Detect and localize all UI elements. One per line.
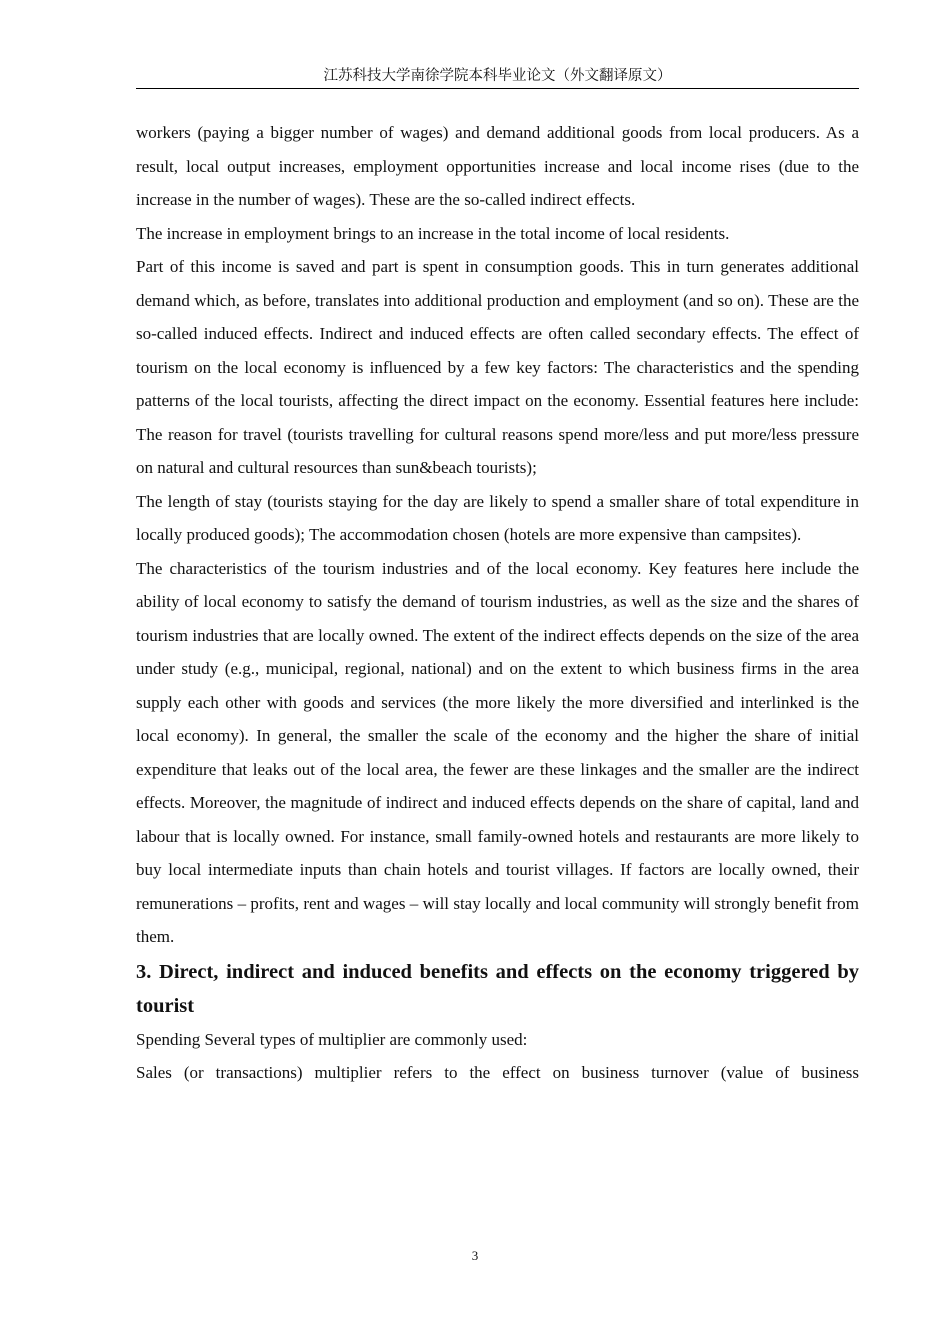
paragraph: Sales (or transactions) multiplier refers to the effect on business turnover (value of business [136, 1063, 859, 1082]
page-header: 江苏科技大学南徐学院本科毕业论文（外文翻译原文） [323, 68, 672, 84]
paragraph: workers (paying a bigger number of wages) and demand additional goods from local producers. As a result, local output increases, employment opportunities increase and local income rises (due to the increase in the number of wages). These are the so-called indirect effects. [136, 123, 859, 209]
header-divider [136, 88, 859, 89]
paragraph: Part of this income is saved and part is spent in consumption goods. This in turn generates additional demand which, as before, translates into additional production and employment (and so on). These are the so-called induced effects. Indirect and induced effects are often called secondary effects. The effect of tourism on the local economy is influenced by a few key factors: The characteristics and the spending patterns of the local tourists, affecting the direct impact on the economy. Essential features here include: The reason for travel (tourists travelling for cultural reasons spend more/less and put more/less pressure on natural and cultural resources than sun&beach tourists); [136, 257, 859, 477]
page-number: 3 [471, 1248, 479, 1263]
paragraph: The length of stay (tourists staying for the day are likely to spend a smaller share of total expenditure in locally produced goods); The accommodation chosen (hotels are more expensive than campsites). [136, 491, 859, 544]
body-text [136, 116, 859, 1090]
paragraph: The characteristics of the tourism industries and of the local economy. Key features here include the ability of local economy to satisfy the demand of tourism industries, as well as the size and the shares of tourism industries that are locally owned. The extent of the indirect effects depends on the size of the area under study (e.g., municipal, regional, national) and on the extent to which business firms in the area supply each other with goods and services (the more likely the more diversified and interlinked is the local economy). In general, the smaller the scale of the economy and the higher the share of initial expenditure that leaks out of the local area, the fewer are these linkages and the smaller are the indirect effects. Moreover, the magnitude of indirect and induced effects depends on the share of capital, land and labour that is locally owned. For instance, small family-owned hotels and restaurants are more likely to buy local intermediate inputs than chain hotels and tourist villages. If factors are locally owned, their remunerations – profits, rent and wages – will stay locally and local community will strongly benefit from them. [136, 558, 859, 946]
section-heading: 3. Direct, indirect and induced benefits and effects on the economy triggered by tourist [136, 960, 859, 1017]
paragraph: Spending Several types of multiplier are commonly used: [136, 1029, 528, 1049]
paragraph: The increase in employment brings to an increase in the total income of local residents. [136, 223, 730, 243]
